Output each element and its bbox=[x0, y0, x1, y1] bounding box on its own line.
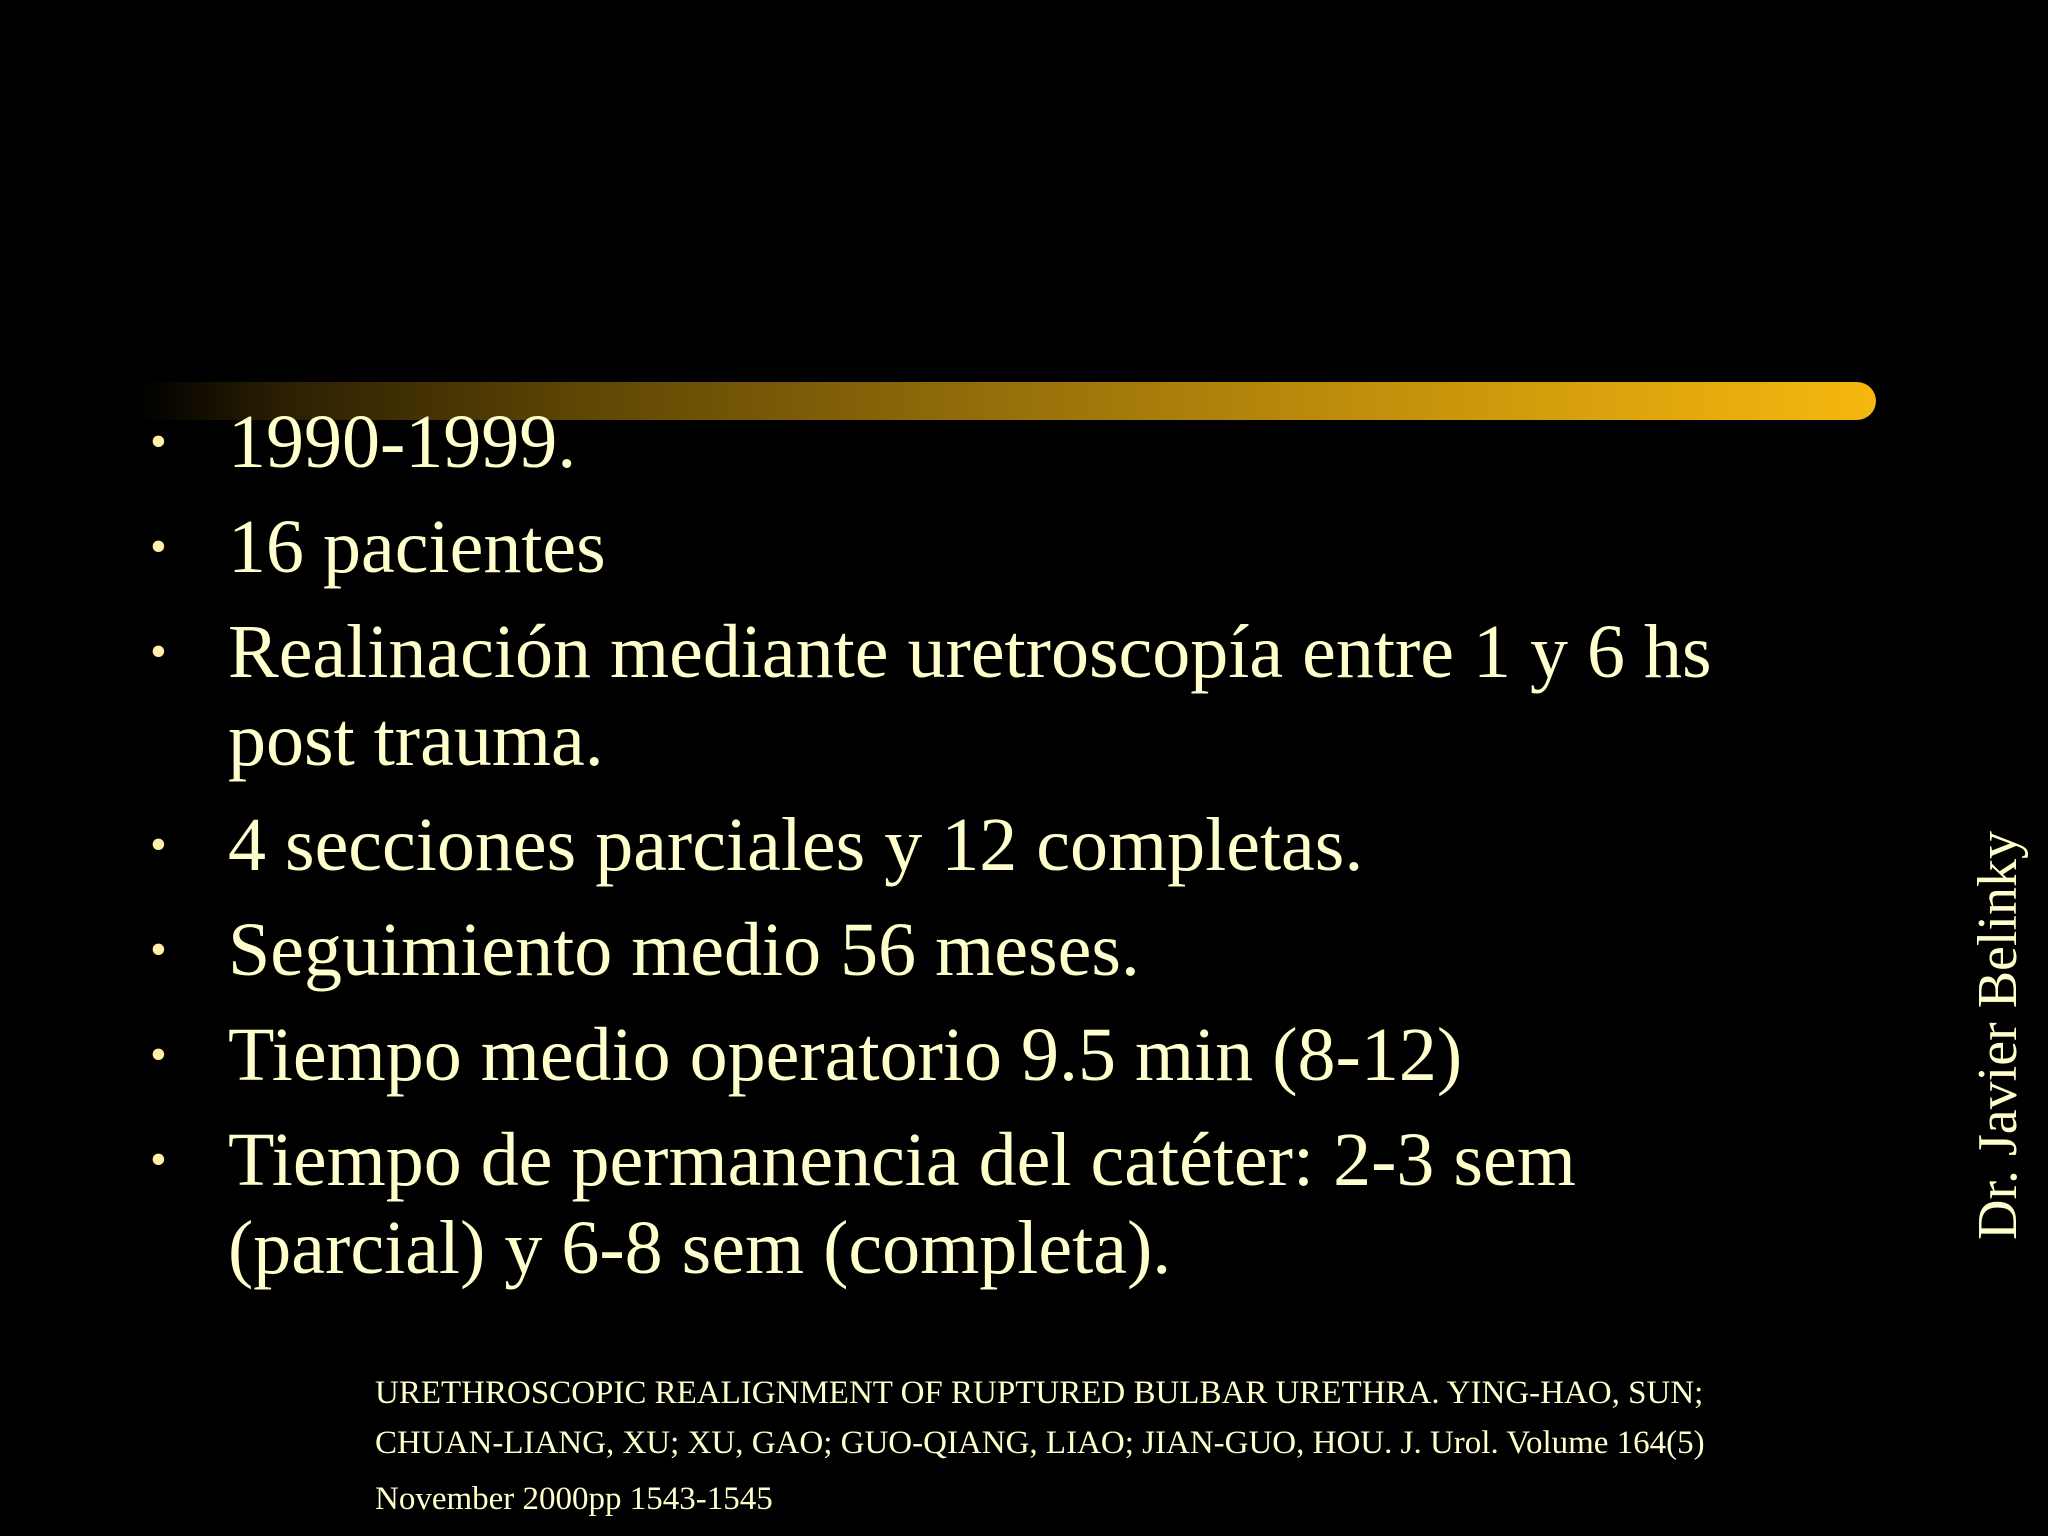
author-name: Dr. Javier Belinky bbox=[1967, 830, 2029, 1240]
bullet-dot-icon: • bbox=[150, 1028, 167, 1081]
bullet-dot-icon: • bbox=[150, 923, 167, 976]
citation-line-3: November 2000pp 1543-1545 bbox=[375, 1481, 773, 1517]
bullet-dot-icon: • bbox=[150, 818, 167, 871]
bullet-text: Tiempo medio operatorio 9.5 min (8-12) bbox=[228, 1013, 1463, 1097]
bullet-dot-icon: • bbox=[150, 415, 167, 468]
bullet-text-continuation: (parcial) y 6-8 sem (completa). bbox=[228, 1206, 1172, 1290]
bullet-dot-icon: • bbox=[150, 1133, 167, 1186]
bullet-text: 4 secciones parciales y 12 completas. bbox=[228, 803, 1364, 887]
bullet-text: 1990-1999. bbox=[228, 400, 577, 484]
bullet-text: Seguimiento medio 56 meses. bbox=[228, 908, 1140, 992]
citation-line-1: URETHROSCOPIC REALIGNMENT OF RUPTURED BULBAR URETHRA. YING-HAO, SUN; bbox=[375, 1375, 1704, 1411]
bullet-dot-icon: • bbox=[150, 520, 167, 573]
citation bbox=[375, 1368, 2015, 1524]
bullet-item-1 bbox=[140, 398, 1840, 486]
bullet-item-3 bbox=[140, 608, 1840, 784]
bullet-text: Realinación mediante uretroscopía entre 1 y 6 hs bbox=[228, 610, 1712, 694]
bullet-item-6 bbox=[140, 1011, 1840, 1099]
bullet-dot-icon: • bbox=[150, 625, 167, 678]
bullet-text: 16 pacientes bbox=[228, 505, 606, 589]
bullet-item-2 bbox=[140, 503, 1840, 591]
bullet-item-5 bbox=[140, 906, 1840, 994]
bullet-text-continuation: post trauma. bbox=[228, 698, 604, 782]
bullet-text: Tiempo de permanencia del catéter: 2-3 sem bbox=[228, 1118, 1576, 1202]
bullet-list bbox=[140, 398, 1840, 1309]
citation-line-2: CHUAN-LIANG, XU; XU, GAO; GUO-QIANG, LIAO; JIAN-GUO, HOU. J. Urol. Volume 164(5) bbox=[375, 1425, 1705, 1461]
bullet-item-7 bbox=[140, 1116, 1840, 1292]
bullet-item-4 bbox=[140, 801, 1840, 889]
